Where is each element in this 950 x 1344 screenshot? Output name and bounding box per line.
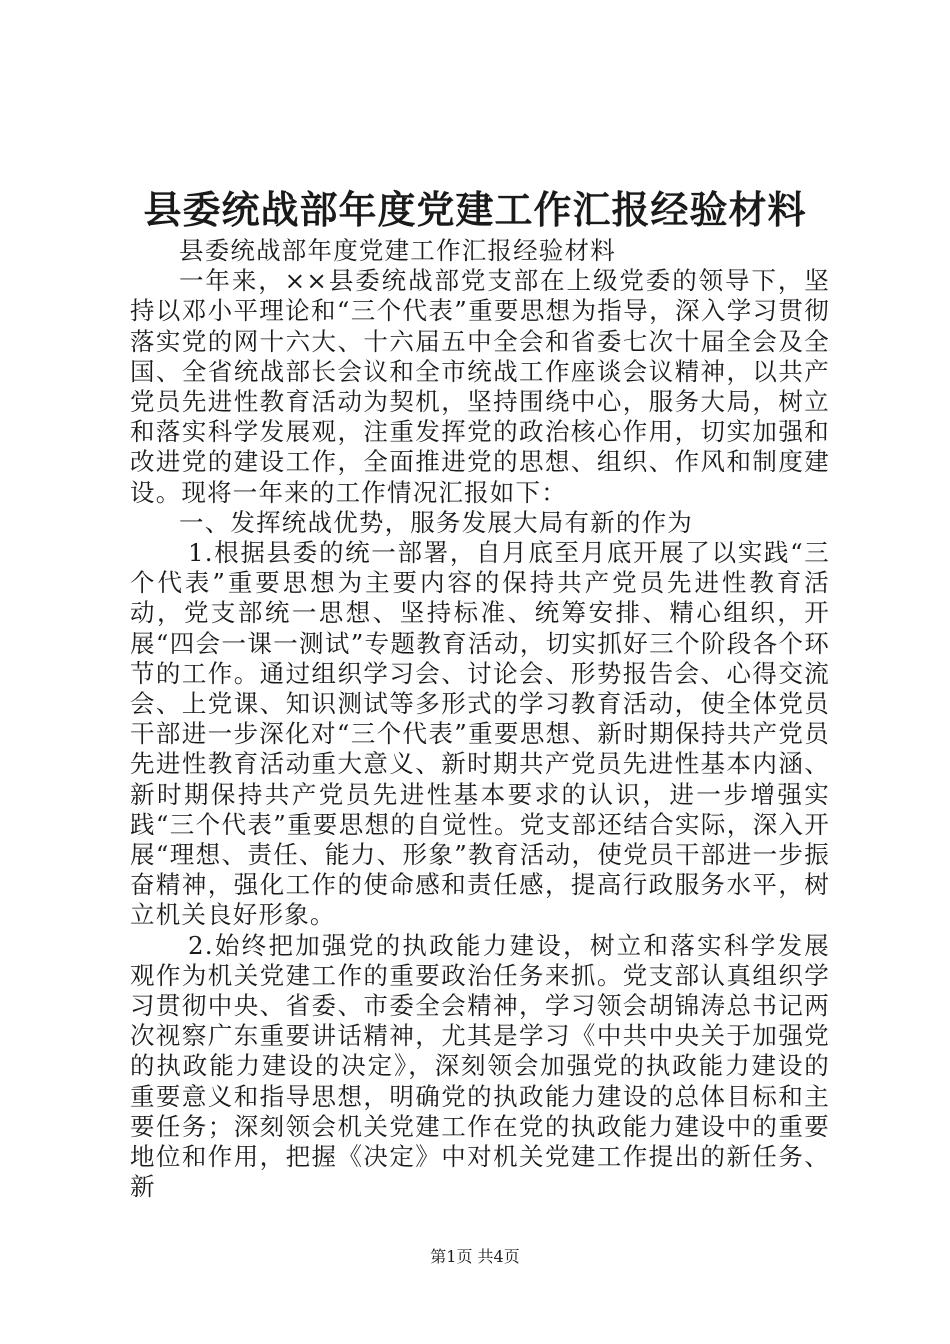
paragraph-item-2: 2.始终把加强党的执政能力建设，树立和落实科学发展观作为机关党建工作的重要政治任务来抓。党支部认真组织学习贯彻中央、省委、市委全会精神，学习领会胡锦涛总书记两次视察广东重要讲话精神，尤其是学习《中共中央关于加强党的执政能力建设的决定》，深刻领会加强党的执政能力建设的重要意义和指导思想，明确党的执政能力建设的总体目标和主要任务；深刻领会机关党建工作在党的执政能力建设中的重要地位和作用，把握《决定》中对机关党建工作提出的新任务、新 [130, 930, 830, 1202]
paragraph-item-1: 1.根据县委的统一部署，自月底至月底开展了以实践“三个代表”重要思想为主要内容的保持共产党员先进性教育活动，党支部统一思想、坚持标准、统筹安排、精心组织，开展“四会一课一测试”专题教育活动，切实抓好三个阶段各个环节的工作。通过组织学习会、讨论会、形势报告会、心得交流会、上党课、知识测试等多形式的学习教育活动，使全体党员干部进一步深化对“三个代表”重要思想、新时期保持共产党员先进性教育活动重大意义、新时期共产党员先进性基本内涵、新时期保持共产党员先进性基本要求的认识，进一步增强实践“三个代表”重要思想的自觉性。党支部还结合实际，深入开展“理想、责任、能力、形象”教育活动，使党员干部进一步振奋精神，强化工作的使命感和责任感，提高行政服务水平，树立机关良好形象。 [130, 538, 830, 930]
document-body [130, 236, 830, 1203]
document-subtitle: 县委统战部年度党建工作汇报经验材料 [179, 236, 616, 265]
document-title: 县委统战部年度党建工作汇报经验材料 [143, 187, 807, 232]
section-heading: 一、发挥统战优势，服务发展大局有新的作为 [179, 507, 693, 537]
page-number-footer: 第1页 共4页 [430, 1247, 520, 1266]
paragraph-intro: 一年来，××县委统战部党支部在上级党委的领导下，坚持以邓小平理论和“三个代表”重要思想为指导，深入学习贯彻落实党的网十六大、十六届五中全会和省委七次十届全会及全国、全省统战部长会议和全市统战工作座谈会议精神，以共产党员先进性教育活动为契机，坚持围绕中心，服务大局，树立和落实科学发展观，注重发挥党的政治核心作用，切实加强和改进党的建设工作，全面推进党的思想、组织、作风和制度建设。现将一年来的工作情况汇报如下： [130, 266, 830, 507]
